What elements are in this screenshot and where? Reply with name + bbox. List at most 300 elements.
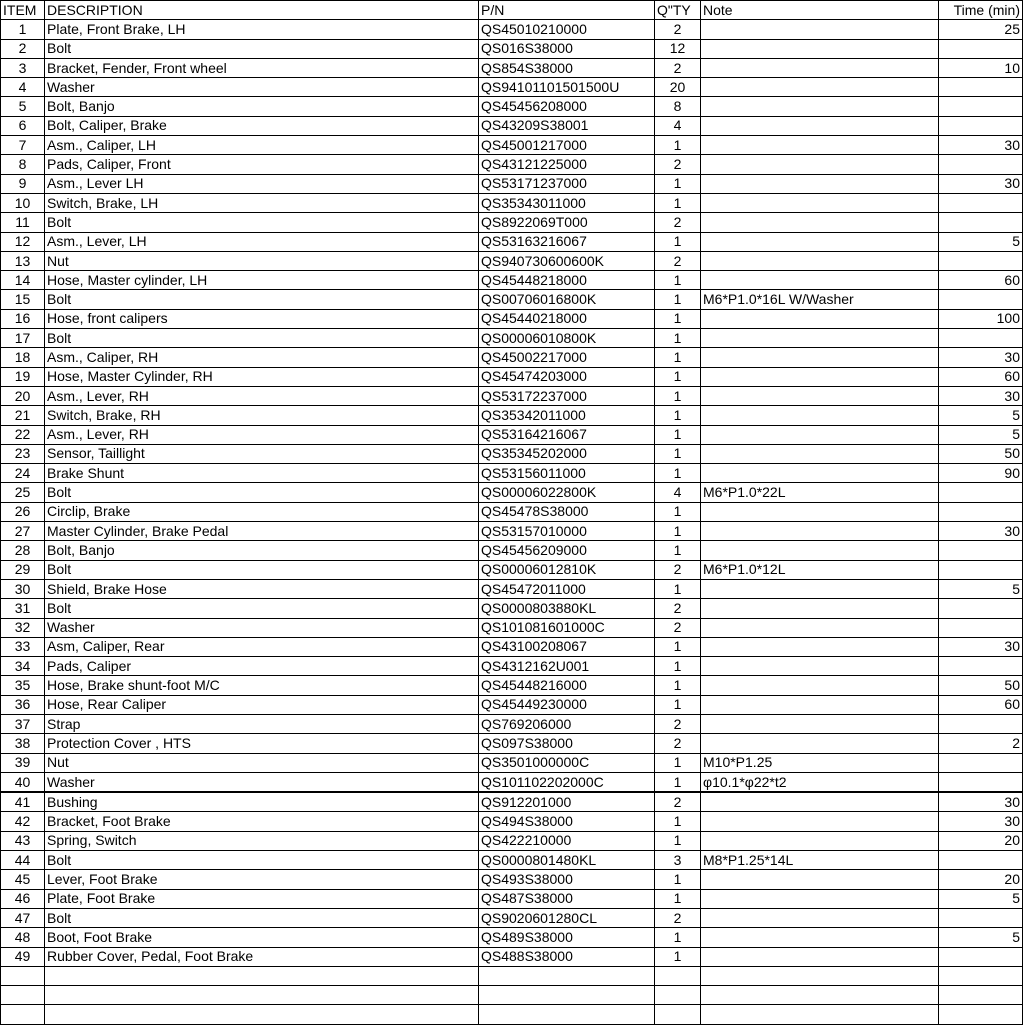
cell-description: Bolt	[45, 290, 479, 309]
table-row	[1, 367, 1023, 386]
cell-part-number: QS35345202000	[479, 444, 655, 463]
cell-part-number: QS53156011000	[479, 464, 655, 483]
cell-note	[701, 406, 939, 425]
cell-description: Master Cylinder, Brake Pedal	[45, 522, 479, 541]
cell-quantity: 12	[655, 39, 701, 58]
cell-description: Spring, Switch	[45, 831, 479, 850]
cell-item: 20	[1, 386, 45, 405]
cell-time: 5	[939, 406, 1023, 425]
cell-description: Bracket, Foot Brake	[45, 812, 479, 831]
cell-quantity: 1	[655, 406, 701, 425]
cell-part-number: QS35342011000	[479, 406, 655, 425]
table-row	[1, 637, 1023, 656]
cell-description: Hose, Brake shunt-foot M/C	[45, 676, 479, 695]
table-row	[1, 792, 1023, 812]
cell-item: 46	[1, 889, 45, 908]
table-row	[1, 136, 1023, 155]
cell-description: Switch, Brake, LH	[45, 193, 479, 212]
cell-description: Sensor, Taillight	[45, 444, 479, 463]
cell-description: Asm., Lever LH	[45, 174, 479, 193]
cell-quantity: 1	[655, 676, 701, 695]
cell-description: Bolt, Banjo	[45, 541, 479, 560]
cell-quantity: 1	[655, 522, 701, 541]
cell-description: Strap	[45, 714, 479, 733]
cell-note: M6*P1.0*16L W/Washer	[701, 290, 939, 309]
cell-note: M6*P1.0*22L	[701, 483, 939, 502]
cell-item: 44	[1, 851, 45, 870]
cell-item: 27	[1, 522, 45, 541]
cell-part-number: QS45449230000	[479, 695, 655, 714]
cell-time	[939, 483, 1023, 502]
cell-description: Asm., Caliper, LH	[45, 136, 479, 155]
cell-part-number: QS94101101501500U	[479, 78, 655, 97]
cell-time	[939, 986, 1023, 1005]
cell-note	[701, 618, 939, 637]
cell-note	[701, 251, 939, 270]
cell-note	[701, 155, 939, 174]
cell-part-number: QS53157010000	[479, 522, 655, 541]
table-row	[1, 97, 1023, 116]
cell-description: Bolt	[45, 39, 479, 58]
cell-item: 33	[1, 637, 45, 656]
table-row	[1, 464, 1023, 483]
cell-description	[45, 986, 479, 1005]
table-row	[1, 348, 1023, 367]
cell-note	[701, 579, 939, 598]
cell-quantity: 1	[655, 637, 701, 656]
table-row	[1, 213, 1023, 232]
cell-note	[701, 367, 939, 386]
cell-note	[701, 174, 939, 193]
cell-time: 2	[939, 734, 1023, 753]
cell-item: 31	[1, 599, 45, 618]
cell-description: Hose, Master cylinder, LH	[45, 271, 479, 290]
cell-quantity: 1	[655, 947, 701, 966]
cell-item: 5	[1, 97, 45, 116]
cell-item: 19	[1, 367, 45, 386]
cell-note	[701, 97, 939, 116]
cell-quantity: 1	[655, 136, 701, 155]
cell-part-number: QS00006022800K	[479, 483, 655, 502]
cell-part-number: QS45448218000	[479, 271, 655, 290]
cell-item	[1, 1005, 45, 1024]
cell-note	[701, 889, 939, 908]
cell-quantity: 4	[655, 483, 701, 502]
cell-note	[701, 792, 939, 812]
cell-part-number: QS45002217000	[479, 348, 655, 367]
cell-time: 20	[939, 831, 1023, 850]
cell-note	[701, 309, 939, 328]
table-body	[1, 20, 1023, 1024]
cell-item: 18	[1, 348, 45, 367]
cell-part-number: QS494S38000	[479, 812, 655, 831]
cell-note	[701, 348, 939, 367]
cell-part-number	[479, 966, 655, 985]
cell-description: Hose, front calipers	[45, 309, 479, 328]
cell-description: Switch, Brake, RH	[45, 406, 479, 425]
cell-item: 43	[1, 831, 45, 850]
cell-time: 30	[939, 812, 1023, 831]
cell-part-number: QS45472011000	[479, 579, 655, 598]
table-row	[1, 812, 1023, 831]
cell-time	[939, 39, 1023, 58]
cell-time: 60	[939, 367, 1023, 386]
cell-description: Washer	[45, 78, 479, 97]
cell-part-number: QS45478S38000	[479, 502, 655, 521]
cell-quantity: 1	[655, 232, 701, 251]
cell-description: Asm., Caliper, RH	[45, 348, 479, 367]
cell-time	[939, 290, 1023, 309]
cell-time: 30	[939, 522, 1023, 541]
cell-time	[939, 908, 1023, 927]
table-row	[1, 39, 1023, 58]
cell-part-number: QS45456208000	[479, 97, 655, 116]
cell-part-number: QS45448216000	[479, 676, 655, 695]
cell-time: 20	[939, 870, 1023, 889]
cell-part-number: QS097S38000	[479, 734, 655, 753]
cell-time	[939, 78, 1023, 97]
cell-item: 14	[1, 271, 45, 290]
cell-description: Bolt	[45, 599, 479, 618]
cell-quantity: 1	[655, 831, 701, 850]
cell-note: φ10.1*φ22*t2	[701, 772, 939, 792]
cell-note	[701, 329, 939, 348]
cell-time: 10	[939, 58, 1023, 77]
cell-quantity: 1	[655, 579, 701, 598]
table-row	[1, 406, 1023, 425]
cell-item: 23	[1, 444, 45, 463]
cell-item: 4	[1, 78, 45, 97]
cell-time: 30	[939, 348, 1023, 367]
cell-item: 22	[1, 425, 45, 444]
cell-item: 25	[1, 483, 45, 502]
cell-description: Nut	[45, 753, 479, 772]
cell-note	[701, 502, 939, 521]
table-row	[1, 386, 1023, 405]
cell-note	[701, 522, 939, 541]
cell-part-number: QS00006012810K	[479, 560, 655, 579]
table-row	[1, 676, 1023, 695]
cell-time: 60	[939, 695, 1023, 714]
cell-description: Bolt	[45, 213, 479, 232]
cell-quantity: 1	[655, 329, 701, 348]
cell-quantity: 1	[655, 386, 701, 405]
cell-quantity: 2	[655, 20, 701, 39]
cell-description: Bracket, Fender, Front wheel	[45, 58, 479, 77]
cell-description: Plate, Foot Brake	[45, 889, 479, 908]
cell-note	[701, 637, 939, 656]
table-row	[1, 232, 1023, 251]
cell-time: 30	[939, 386, 1023, 405]
cell-description: Asm., Lever, RH	[45, 425, 479, 444]
cell-item: 24	[1, 464, 45, 483]
cell-note	[701, 425, 939, 444]
cell-part-number: QS53164216067	[479, 425, 655, 444]
cell-item: 8	[1, 155, 45, 174]
cell-item: 10	[1, 193, 45, 212]
cell-description: Bolt, Caliper, Brake	[45, 116, 479, 135]
cell-item: 29	[1, 560, 45, 579]
cell-note	[701, 58, 939, 77]
cell-quantity: 2	[655, 58, 701, 77]
cell-item: 47	[1, 908, 45, 927]
cell-item: 1	[1, 20, 45, 39]
table-row	[1, 966, 1023, 985]
cell-quantity: 1	[655, 444, 701, 463]
cell-time	[939, 116, 1023, 135]
table-row	[1, 116, 1023, 135]
cell-note	[701, 271, 939, 290]
cell-note	[701, 541, 939, 560]
cell-quantity: 20	[655, 78, 701, 97]
cell-quantity: 1	[655, 464, 701, 483]
header-part-number: P/N	[479, 1, 655, 20]
cell-note	[701, 966, 939, 985]
cell-item: 34	[1, 657, 45, 676]
table-row	[1, 928, 1023, 947]
cell-time	[939, 193, 1023, 212]
cell-time: 30	[939, 136, 1023, 155]
cell-part-number: QS45001217000	[479, 136, 655, 155]
table-row	[1, 174, 1023, 193]
cell-description: Bushing	[45, 792, 479, 812]
cell-part-number: QS43121225000	[479, 155, 655, 174]
cell-time	[939, 753, 1023, 772]
cell-part-number: QS854S38000	[479, 58, 655, 77]
cell-item: 39	[1, 753, 45, 772]
cell-part-number: QS53171237000	[479, 174, 655, 193]
cell-description: Bolt	[45, 483, 479, 502]
table-row	[1, 772, 1023, 792]
cell-quantity: 1	[655, 772, 701, 792]
cell-time: 5	[939, 232, 1023, 251]
table-row	[1, 155, 1023, 174]
cell-time	[939, 657, 1023, 676]
table-row	[1, 193, 1023, 212]
cell-time: 5	[939, 579, 1023, 598]
cell-time: 50	[939, 676, 1023, 695]
cell-time	[939, 1005, 1023, 1024]
cell-note	[701, 1005, 939, 1024]
cell-time	[939, 599, 1023, 618]
cell-quantity: 2	[655, 155, 701, 174]
cell-quantity: 1	[655, 695, 701, 714]
cell-item: 15	[1, 290, 45, 309]
cell-note	[701, 599, 939, 618]
cell-item: 13	[1, 251, 45, 270]
cell-part-number: QS3501000000C	[479, 753, 655, 772]
cell-part-number: QS45456209000	[479, 541, 655, 560]
cell-part-number: QS53163216067	[479, 232, 655, 251]
cell-item	[1, 986, 45, 1005]
cell-part-number: QS53172237000	[479, 386, 655, 405]
table-row	[1, 1005, 1023, 1024]
table-row	[1, 502, 1023, 521]
table-row	[1, 78, 1023, 97]
cell-description: Bolt	[45, 329, 479, 348]
cell-quantity	[655, 1005, 701, 1024]
cell-quantity	[655, 986, 701, 1005]
cell-part-number: QS493S38000	[479, 870, 655, 889]
cell-description: Asm, Caliper, Rear	[45, 637, 479, 656]
header-quantity: Q"TY	[655, 1, 701, 20]
cell-quantity: 1	[655, 193, 701, 212]
cell-description: Asm., Lever, LH	[45, 232, 479, 251]
cell-time	[939, 851, 1023, 870]
table-row	[1, 560, 1023, 579]
cell-time	[939, 329, 1023, 348]
cell-quantity: 2	[655, 213, 701, 232]
cell-item: 17	[1, 329, 45, 348]
cell-description: Pads, Caliper, Front	[45, 155, 479, 174]
cell-quantity: 4	[655, 116, 701, 135]
cell-quantity: 2	[655, 734, 701, 753]
cell-note	[701, 908, 939, 927]
cell-time	[939, 714, 1023, 733]
cell-item: 35	[1, 676, 45, 695]
cell-description	[45, 966, 479, 985]
cell-description: Washer	[45, 772, 479, 792]
table-row	[1, 20, 1023, 39]
cell-item: 30	[1, 579, 45, 598]
cell-note	[701, 657, 939, 676]
cell-time	[939, 213, 1023, 232]
cell-quantity: 2	[655, 908, 701, 927]
cell-note: M6*P1.0*12L	[701, 560, 939, 579]
cell-note	[701, 928, 939, 947]
table-row	[1, 599, 1023, 618]
cell-item: 49	[1, 947, 45, 966]
header-item: ITEM	[1, 1, 45, 20]
cell-quantity: 1	[655, 174, 701, 193]
cell-description: Shield, Brake Hose	[45, 579, 479, 598]
cell-quantity: 1	[655, 309, 701, 328]
cell-part-number: QS45440218000	[479, 309, 655, 328]
cell-description: Boot, Foot Brake	[45, 928, 479, 947]
header-row	[1, 1, 1023, 20]
cell-quantity: 3	[655, 851, 701, 870]
table-row	[1, 290, 1023, 309]
cell-description: Pads, Caliper	[45, 657, 479, 676]
cell-quantity: 1	[655, 889, 701, 908]
cell-time	[939, 502, 1023, 521]
cell-part-number: QS016S38000	[479, 39, 655, 58]
cell-time: 100	[939, 309, 1023, 328]
cell-item: 7	[1, 136, 45, 155]
cell-part-number: QS101081601000C	[479, 618, 655, 637]
cell-quantity: 1	[655, 367, 701, 386]
cell-part-number: QS8922069T000	[479, 213, 655, 232]
cell-part-number	[479, 986, 655, 1005]
table-row	[1, 889, 1023, 908]
cell-part-number: QS940730600600K	[479, 251, 655, 270]
cell-description: Washer	[45, 618, 479, 637]
cell-item: 21	[1, 406, 45, 425]
cell-part-number	[479, 1005, 655, 1024]
cell-quantity	[655, 966, 701, 985]
table-row	[1, 870, 1023, 889]
cell-quantity: 1	[655, 290, 701, 309]
cell-item: 3	[1, 58, 45, 77]
cell-part-number: QS489S38000	[479, 928, 655, 947]
table-row	[1, 908, 1023, 927]
table-row	[1, 831, 1023, 850]
cell-time: 5	[939, 425, 1023, 444]
table-row	[1, 271, 1023, 290]
cell-time	[939, 251, 1023, 270]
cell-item: 28	[1, 541, 45, 560]
cell-item	[1, 966, 45, 985]
table-row	[1, 444, 1023, 463]
cell-part-number: QS45474203000	[479, 367, 655, 386]
cell-note	[701, 947, 939, 966]
cell-time: 30	[939, 174, 1023, 193]
cell-time	[939, 966, 1023, 985]
cell-quantity: 1	[655, 657, 701, 676]
cell-item: 40	[1, 772, 45, 792]
cell-item: 11	[1, 213, 45, 232]
cell-note	[701, 39, 939, 58]
header-time: Time (min)	[939, 1, 1023, 20]
cell-note	[701, 20, 939, 39]
cell-quantity: 1	[655, 541, 701, 560]
cell-time	[939, 947, 1023, 966]
cell-description: Protection Cover , HTS	[45, 734, 479, 753]
cell-quantity: 1	[655, 812, 701, 831]
cell-time	[939, 618, 1023, 637]
table-row	[1, 618, 1023, 637]
cell-part-number: QS00706016800K	[479, 290, 655, 309]
cell-time	[939, 772, 1023, 792]
cell-part-number: QS45010210000	[479, 20, 655, 39]
cell-note: M8*P1.25*14L	[701, 851, 939, 870]
table-row	[1, 947, 1023, 966]
header-note: Note	[701, 1, 939, 20]
cell-item: 48	[1, 928, 45, 947]
cell-part-number: QS00006010800K	[479, 329, 655, 348]
cell-description: Rubber Cover, Pedal, Foot Brake	[45, 947, 479, 966]
cell-note	[701, 116, 939, 135]
table-row	[1, 986, 1023, 1005]
cell-part-number: QS0000803880KL	[479, 599, 655, 618]
cell-part-number: QS769206000	[479, 714, 655, 733]
cell-time	[939, 560, 1023, 579]
cell-description: Plate, Front Brake, LH	[45, 20, 479, 39]
cell-description	[45, 1005, 479, 1024]
table-row	[1, 329, 1023, 348]
cell-quantity: 1	[655, 348, 701, 367]
cell-part-number: QS43209S38001	[479, 116, 655, 135]
cell-item: 16	[1, 309, 45, 328]
cell-part-number: QS488S38000	[479, 947, 655, 966]
cell-time: 30	[939, 792, 1023, 812]
cell-quantity: 8	[655, 97, 701, 116]
cell-item: 37	[1, 714, 45, 733]
cell-quantity: 2	[655, 792, 701, 812]
cell-item: 9	[1, 174, 45, 193]
cell-part-number: QS35343011000	[479, 193, 655, 212]
table-row	[1, 58, 1023, 77]
cell-note	[701, 870, 939, 889]
cell-time: 50	[939, 444, 1023, 463]
table-row	[1, 851, 1023, 870]
cell-item: 45	[1, 870, 45, 889]
cell-time: 60	[939, 271, 1023, 290]
cell-time: 25	[939, 20, 1023, 39]
cell-quantity: 1	[655, 502, 701, 521]
cell-note	[701, 136, 939, 155]
table-row	[1, 309, 1023, 328]
